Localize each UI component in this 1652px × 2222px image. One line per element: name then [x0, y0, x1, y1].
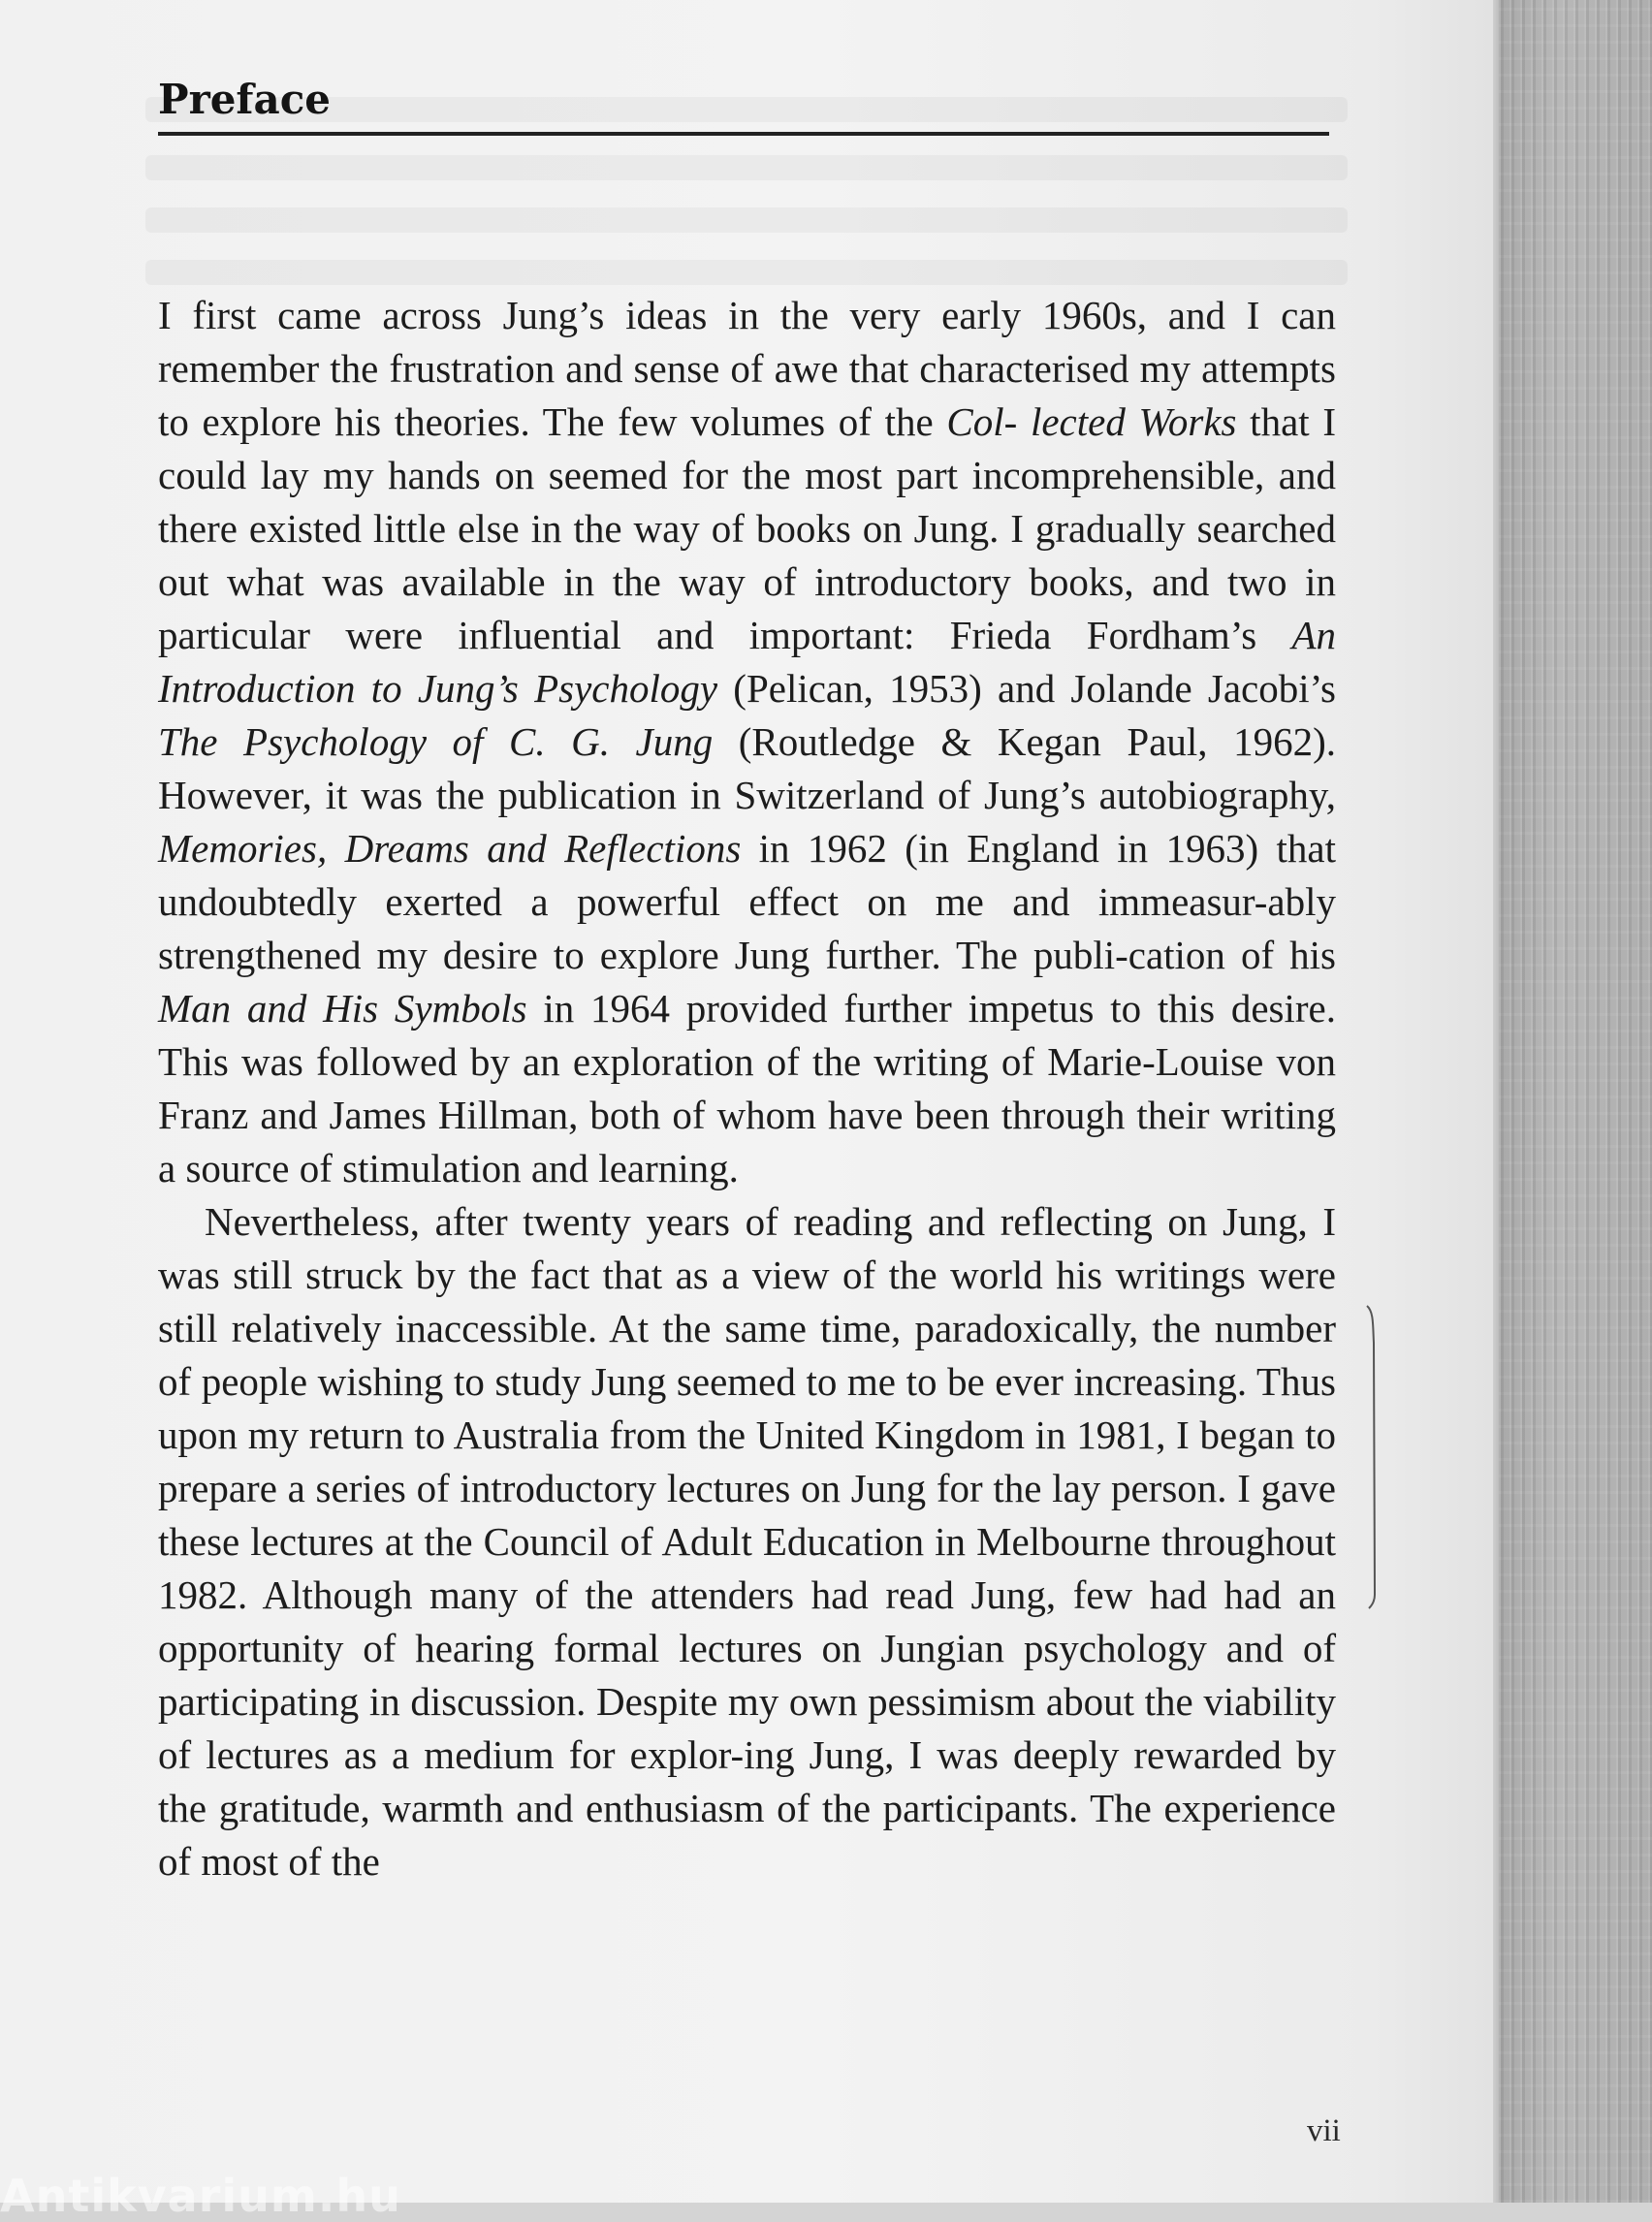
paragraph-1: [158, 289, 1336, 1195]
body-text: [158, 289, 1336, 1889]
pencil-margin-mark: [1365, 1304, 1379, 1610]
text-run: in 1962 (in England in 1963) that undoubtedly exerted a powerful effect on me and immeasur-ably strengthened my desire to explore Jung further. The publi-cation of his: [158, 826, 1336, 977]
book-title: The Psychology of C. G. Jung: [158, 719, 714, 764]
show-through-line: [145, 155, 1348, 180]
show-through-line: [145, 260, 1348, 285]
page-title: Preface: [158, 76, 332, 123]
book-title: Memories, Dreams and Reflections: [158, 826, 742, 871]
text-run: (Pelican, 1953) and Jolande Jacobi’s: [717, 666, 1336, 711]
paragraph-2: Nevertheless, after twenty years of reading and reflecting on Jung, I was still struck by the fact that as a view of the world his writings were still relatively inaccessible. At the same time, paradoxically, the number of people wishing to study Jung seemed to me to be ever increasing. Thus upon my return to Australia from the United Kingdom in 1981, I began to prepare a series of introductory lectures on Jung for the lay person. I gave these lectures at the Council of Adult Education in Melbourne throughout 1982. Although many of the attenders had read Jung, few had had an opportunity of hearing formal lectures on Jungian psychology and of participating in discussion. Despite my own pessimism about the viability of lectures as a medium for explor-ing Jung, I was deeply rewarded by the gratitude, warmth and enthusiasm of the participants. The experience of most of the: [158, 1199, 1336, 1884]
page-number: vii: [1307, 2113, 1341, 2148]
title-rule: [158, 132, 1329, 136]
text-run: (Routledge & Kegan Paul, 1962). However, it was the publication in Switzerland of Jung’s autobiography,: [158, 719, 1336, 817]
show-through-line: [145, 207, 1348, 233]
text-run: in 1964 provided further impetus to this desire. This was followed by an exploration of the writing of Marie-Louise von Franz and James Hillman, both of whom have been through their writing a source of stimulation and learning.: [158, 986, 1336, 1190]
book-title-fragment: lected Works: [1030, 399, 1237, 444]
book-title: An Introduction to Jung’s Psychology: [158, 613, 1336, 711]
book-title-fragment: Col-: [946, 399, 1018, 444]
text-run: I first came across Jung’s ideas in the very early 1960s, and I can remember the frustration and sense of awe that characterised my attempts to explore his theories. The few volumes of the: [158, 293, 1336, 444]
background-surface: [1499, 0, 1652, 2203]
book-title: Man and His Symbols: [158, 986, 527, 1031]
watermark-text: Antikvarium.hu: [0, 2170, 401, 2222]
text-run: that I could lay my hands on seemed for the most part incomprehensible, and there existed little else in the way of books on Jung. I gradually searched out what was available in the way of introductory books, and two in particular were influential and important: Frieda Fordham’s: [158, 399, 1336, 657]
